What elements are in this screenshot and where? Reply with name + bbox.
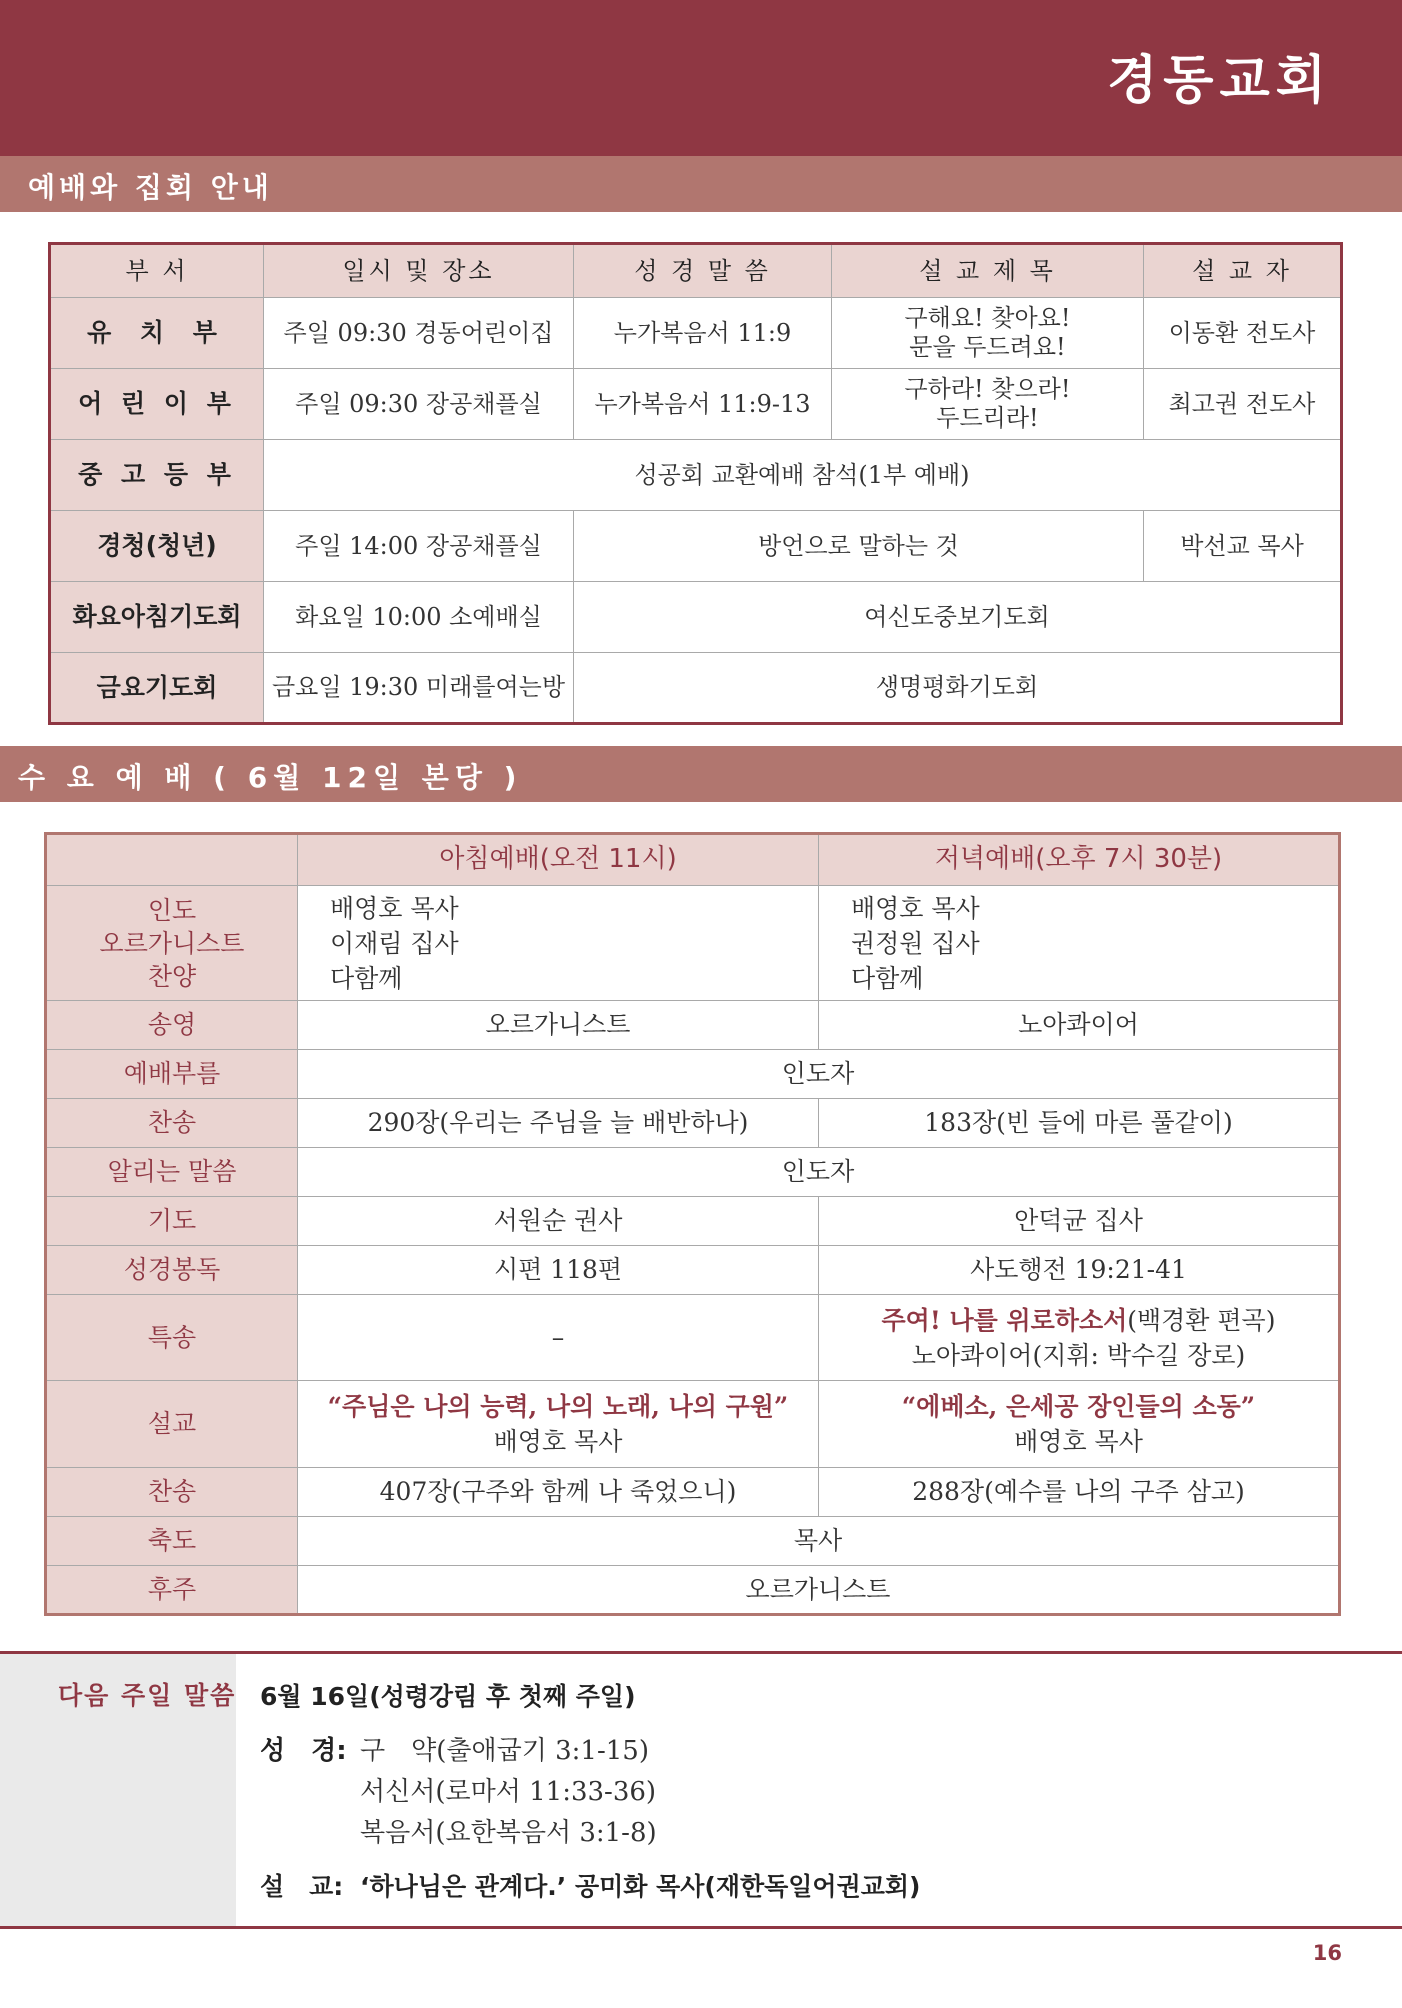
preacher-cell: 이동환 전도사	[1144, 298, 1342, 369]
col-header-morning: 아침예배(오전 11시)	[298, 834, 819, 886]
sermon-title-line: 구하라! 찾으라!	[904, 375, 1071, 404]
table-row	[46, 1001, 1340, 1050]
row-label: 인도	[147, 895, 197, 925]
morning-leaders-cell	[298, 886, 819, 1001]
table-row	[46, 1148, 1340, 1197]
preacher-cell: 박선교 목사	[1144, 511, 1342, 582]
sermon-title: “에베소, 은세공 장인들의 소동”	[901, 1392, 1256, 1421]
next-sermon-line	[260, 1867, 920, 1903]
section-title-wednesday: 수 요 예 배 ( 6월 12일 본당 )	[18, 761, 523, 794]
next-sermon-text: ‘하나님은 관계다.’ 공미화 목사(재한독일어권교회)	[360, 1872, 921, 1901]
evening-cell: 노아콰이어	[819, 1001, 1340, 1050]
wednesday-service-table	[44, 832, 1341, 1616]
dept-cell: 어 린 이 부	[50, 369, 264, 440]
evening-cell: 사도행전 19:21-41	[819, 1246, 1340, 1295]
sermon-title-line: 두드리라!	[936, 404, 1039, 432]
table-row	[46, 1099, 1340, 1148]
page-number: 16	[1312, 1941, 1342, 1965]
scripture-epistle: 서신서(로마서 11:33-36)	[360, 1777, 657, 1807]
divider-bottom	[0, 1926, 1402, 1929]
special-song-line	[819, 1303, 1338, 1338]
scripture-ot: 구 약(출애굽기 3:1-15)	[360, 1736, 649, 1766]
time-place-cell: 주일 14:00 장공채플실	[264, 511, 574, 582]
topic-cell: 생명평화기도회	[574, 653, 1342, 724]
scripture-cell: 누가복음서 11:9	[574, 298, 832, 369]
morning-cell: 290장(우리는 주님을 늘 배반하나)	[298, 1099, 819, 1148]
topic-cell: 방언으로 말하는 것	[574, 511, 1144, 582]
leader-name: 배영호 목사	[851, 893, 980, 923]
sermon-title-line: 구해요! 찾아요!	[904, 304, 1071, 333]
leader-name: 이재림 집사	[330, 928, 459, 958]
header-band	[0, 0, 1402, 156]
special-song-arranger: (백경환 편곡)	[1127, 1305, 1276, 1335]
row-label: 축도	[46, 1517, 298, 1566]
merged-cell: 성공회 교환예배 참석(1부 예배)	[264, 440, 1342, 511]
evening-cell: 183장(빈 들에 마른 풀같이)	[819, 1099, 1340, 1148]
table-header-row	[50, 244, 1342, 298]
section-bar-wednesday	[0, 746, 1402, 802]
table-row	[46, 886, 1340, 1001]
table-row	[50, 369, 1342, 440]
row-label: 설교	[46, 1381, 298, 1468]
evening-cell: 안덕균 집사	[819, 1197, 1340, 1246]
sermon-title-line: 문을 두드려요!	[909, 333, 1066, 361]
scripture-line	[260, 1730, 649, 1767]
sermon-preacher: 배영호 목사	[1014, 1427, 1143, 1456]
time-place-cell: 주일 09:30 경동어린이집	[264, 298, 574, 369]
col-header-sermon-title: 설 교 제 목	[832, 244, 1144, 298]
services-table	[48, 242, 1343, 725]
row-label: 예배부름	[46, 1050, 298, 1099]
dept-cell: 중 고 등 부	[50, 440, 264, 511]
table-row	[50, 653, 1342, 724]
row-label: 송영	[46, 1001, 298, 1050]
row-label-leaders	[46, 886, 298, 1001]
scripture-gospel: 복음서(요한복음서 3:1-8)	[360, 1818, 657, 1848]
table-row	[46, 1246, 1340, 1295]
table-row	[46, 1050, 1340, 1099]
row-label: 알리는 말씀	[46, 1148, 298, 1197]
leader-name: 다함께	[851, 963, 924, 993]
next-sunday-label: 다음 주일 말씀	[58, 1681, 237, 1710]
scripture-key: 성 경:	[260, 1736, 347, 1766]
table-row	[50, 582, 1342, 653]
merged-cell: 인도자	[298, 1050, 1340, 1099]
evening-leaders-cell	[819, 886, 1340, 1001]
corner-header	[46, 834, 298, 886]
evening-sermon-cell	[819, 1381, 1340, 1468]
morning-sermon-cell	[298, 1381, 819, 1468]
merged-cell: 목사	[298, 1517, 1340, 1566]
row-label: 찬송	[46, 1468, 298, 1517]
table-row	[50, 298, 1342, 369]
special-song-title: 주여! 나를 위로하소서	[881, 1305, 1128, 1335]
morning-cell: –	[298, 1295, 819, 1381]
section-title-services: 예배와 집회 안내	[28, 171, 273, 204]
table-row	[46, 1295, 1340, 1381]
dept-cell: 금요기도회	[50, 653, 264, 724]
row-label: 특송	[46, 1295, 298, 1381]
sermon-title-cell	[832, 369, 1144, 440]
morning-cell: 407장(구주와 함께 나 죽었으니)	[298, 1468, 819, 1517]
topic-cell: 여신도중보기도회	[574, 582, 1342, 653]
dept-cell: 유 치 부	[50, 298, 264, 369]
dept-cell: 경청(청년)	[50, 511, 264, 582]
scripture-cell: 누가복음서 11:9-13	[574, 369, 832, 440]
dept-cell: 화요아침기도회	[50, 582, 264, 653]
table-row	[46, 1468, 1340, 1517]
preacher-cell: 최고권 전도사	[1144, 369, 1342, 440]
time-place-cell: 주일 09:30 장공채플실	[264, 369, 574, 440]
sermon-key: 설 교:	[260, 1872, 344, 1901]
table-row	[50, 440, 1342, 511]
special-song-choir: 노아콰이어(지휘: 박수길 장로)	[911, 1340, 1246, 1370]
time-place-cell: 금요일 19:30 미래를여는방	[264, 653, 574, 724]
row-label: 성경봉독	[46, 1246, 298, 1295]
row-label: 오르가니스트	[99, 928, 245, 958]
evening-cell: 288장(예수를 나의 구주 삼고)	[819, 1468, 1340, 1517]
sermon-title-cell	[832, 298, 1144, 369]
row-label: 찬양	[147, 961, 197, 991]
table-row	[50, 511, 1342, 582]
col-header-scripture: 성 경 말 씀	[574, 244, 832, 298]
row-label: 후주	[46, 1566, 298, 1615]
evening-special-cell	[819, 1295, 1340, 1381]
col-header-preacher: 설 교 자	[1144, 244, 1342, 298]
merged-cell: 오르가니스트	[298, 1566, 1340, 1615]
table-row	[46, 1197, 1340, 1246]
row-label: 기도	[46, 1197, 298, 1246]
next-sunday-date: 6월 16일(성령강림 후 첫째 주일)	[260, 1682, 636, 1711]
sermon-title: “주님은 나의 능력, 나의 노래, 나의 구원”	[327, 1392, 789, 1421]
leader-name: 권정원 집사	[851, 928, 980, 958]
col-header-time: 일시 및 장소	[264, 244, 574, 298]
morning-cell: 시편 118편	[298, 1246, 819, 1295]
time-place-cell: 화요일 10:00 소예배실	[264, 582, 574, 653]
section-bar-services	[0, 156, 1402, 212]
leader-name: 다함께	[330, 963, 403, 993]
col-header-dept: 부 서	[50, 244, 264, 298]
table-row	[46, 1381, 1340, 1468]
table-header-row	[46, 834, 1340, 886]
morning-cell: 오르가니스트	[298, 1001, 819, 1050]
morning-cell: 서원순 권사	[298, 1197, 819, 1246]
church-name-logo: 경동교회	[1107, 51, 1332, 111]
table-row	[46, 1566, 1340, 1615]
leader-name: 배영호 목사	[330, 893, 459, 923]
row-label: 찬송	[46, 1099, 298, 1148]
merged-cell: 인도자	[298, 1148, 1340, 1197]
sermon-preacher: 배영호 목사	[493, 1427, 623, 1456]
table-row	[46, 1517, 1340, 1566]
col-header-evening: 저녁예배(오후 7시 30분)	[819, 834, 1340, 886]
